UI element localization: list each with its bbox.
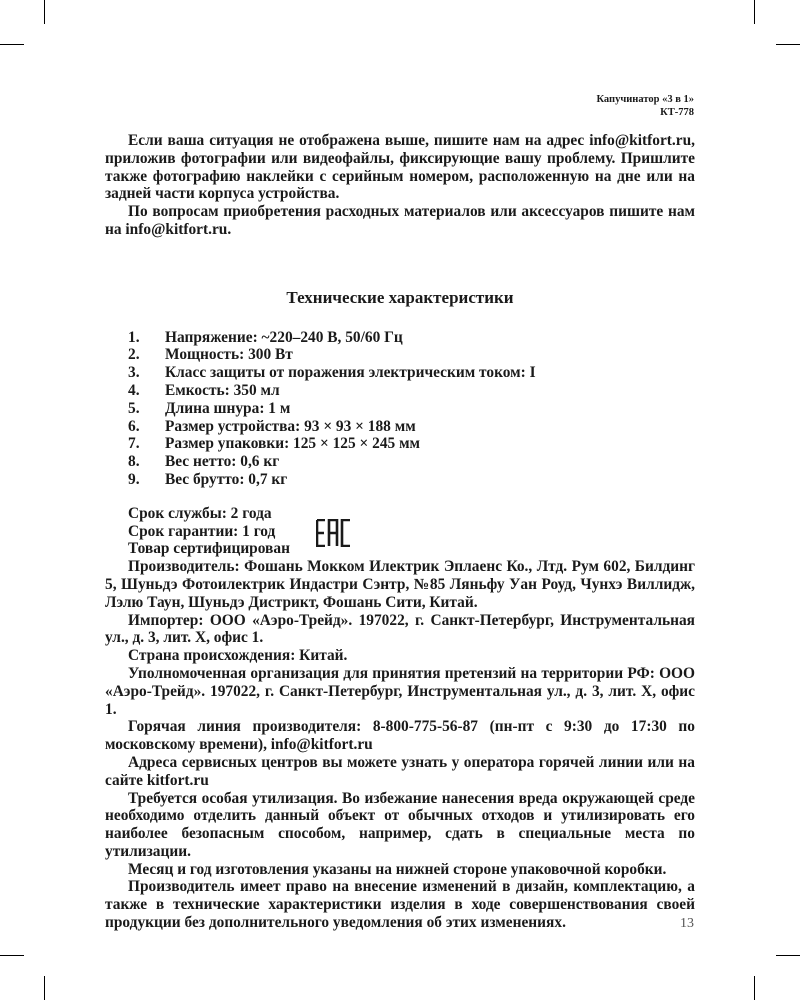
service-centers-info: Адреса сервисных центров вы можете узнать у оператора горячей линии или на сайте kitfort.ru <box>105 753 695 789</box>
spec-number: 2. <box>128 346 140 364</box>
spec-item <box>105 400 695 418</box>
spec-number: 9. <box>128 470 140 488</box>
spec-list <box>105 329 695 489</box>
importer-info: Импортер: ООО «Аэро-Трейд». 197022, г. Санкт-Петербург, Инструментальная ул., д. 3, лит. Х, офис 1. <box>105 611 695 647</box>
spec-number: 4. <box>128 381 140 399</box>
service-life: Срок службы: 2 года <box>128 504 272 522</box>
running-header <box>596 93 694 119</box>
intro-paragraph: Если ваша ситуация не отображена выше, пишите нам на адрес info@kitfort.ru, приложив фотографии или видеофайлы, фиксирующие вашу проблему. Пришлите также фотографию наклейки с серийным номером, расположенную на дне или на задней части корпуса устройства. <box>105 132 695 203</box>
crop-mark <box>754 976 755 1000</box>
spec-number: 6. <box>128 417 140 435</box>
crop-mark <box>44 0 45 24</box>
manufacturer-info: Производитель: Фошань Мокком Илектрик Эплаенс Ко., Лтд. Рум 602, Билдинг 5, Шуньдэ Фотоилектрик Индастри Сэнтр, №85 Ляньфу Уан Роуд, Чунхэ Виллидж, Лэлю Таун, Шуньдэ Дистрикт, Фошань Сити, Китай. <box>105 558 695 611</box>
spec-text: Размер упаковки: 125 × 125 × 245 мм <box>165 435 421 453</box>
certified-text: Товар сертифицирован <box>128 540 290 558</box>
authorized-organization: Уполномоченная организация для принятия претензий на территории РФ: ООО «Аэро-Трейд». 197022, г. Санкт-Петербург, Инструментальная ул., д. 3, лит. Х, офис 1. <box>105 664 695 718</box>
page-content <box>105 132 695 932</box>
warranty-period: Срок гарантии: 1 год <box>128 522 276 540</box>
hotline-info: Горячая линия производителя: 8-800-775-56-87 (пн-пт с 9:30 до 17:30 по московскому времени), info@kitfort.ru <box>105 718 695 754</box>
eac-mark-icon <box>316 519 352 547</box>
header-model: КТ-778 <box>660 107 694 118</box>
spec-item <box>105 364 695 382</box>
disposal-info: Требуется особая утилизация. Во избежание нанесения вреда окружающей среде необходимо отделить данный объект от обычных отходов и утилизировать его наиболее безопасным способом, например, сдать в специальные места по утилизации. <box>105 789 695 860</box>
crop-mark <box>0 44 24 45</box>
spec-text: Длина шнура: 1 м <box>165 399 291 417</box>
changes-notice: Производитель имеет право на внесение изменений в дизайн, комплектацию, а также в технические характеристики изделия в ходе совершенствования своей продукции без дополнительного уведомления об этих изменениях. <box>105 878 695 932</box>
spec-item <box>105 418 695 436</box>
spec-text: Мощность: 300 Вт <box>165 346 293 364</box>
spec-item <box>105 382 695 400</box>
spec-item <box>105 346 695 364</box>
spec-number: 1. <box>128 328 140 346</box>
info-block <box>105 505 695 932</box>
section-title: Технические характеристики <box>286 287 514 307</box>
spec-number: 7. <box>128 435 140 453</box>
spec-text: Напряжение: ~220–240 В, 50/60 Гц <box>165 328 403 346</box>
spec-text: Класс защиты от поражения электрическим током: I <box>165 364 536 382</box>
country-of-origin: Страна происхождения: Китай. <box>128 647 348 665</box>
certification-line <box>105 540 695 558</box>
crop-mark <box>776 955 800 956</box>
manufacture-date-info: Месяц и год изготовления указаны на нижней стороне упаковочной коробки. <box>128 860 667 878</box>
spec-text: Размер устройства: 93 × 93 × 188 мм <box>165 417 416 435</box>
crop-mark <box>0 955 24 956</box>
crop-mark <box>776 44 800 45</box>
spec-text: Вес брутто: 0,7 кг <box>165 470 288 488</box>
crop-mark <box>754 0 755 24</box>
spec-number: 8. <box>128 453 140 471</box>
spec-text: Вес нетто: 0,6 кг <box>165 453 280 471</box>
spec-number: 3. <box>128 364 140 382</box>
spec-item <box>105 329 695 347</box>
spec-item <box>105 453 695 471</box>
intro-paragraph: По вопросам приобретения расходных материалов или аксессуаров пишите нам на info@kitfort.ru. <box>105 203 695 238</box>
page-number: 13 <box>680 916 694 931</box>
spec-item <box>105 435 695 453</box>
spec-text: Емкость: 350 мл <box>165 381 280 399</box>
header-product: Капучинатор «3 в 1» <box>596 94 694 105</box>
crop-mark <box>44 976 45 1000</box>
spec-item <box>105 471 695 489</box>
spec-number: 5. <box>128 399 140 417</box>
